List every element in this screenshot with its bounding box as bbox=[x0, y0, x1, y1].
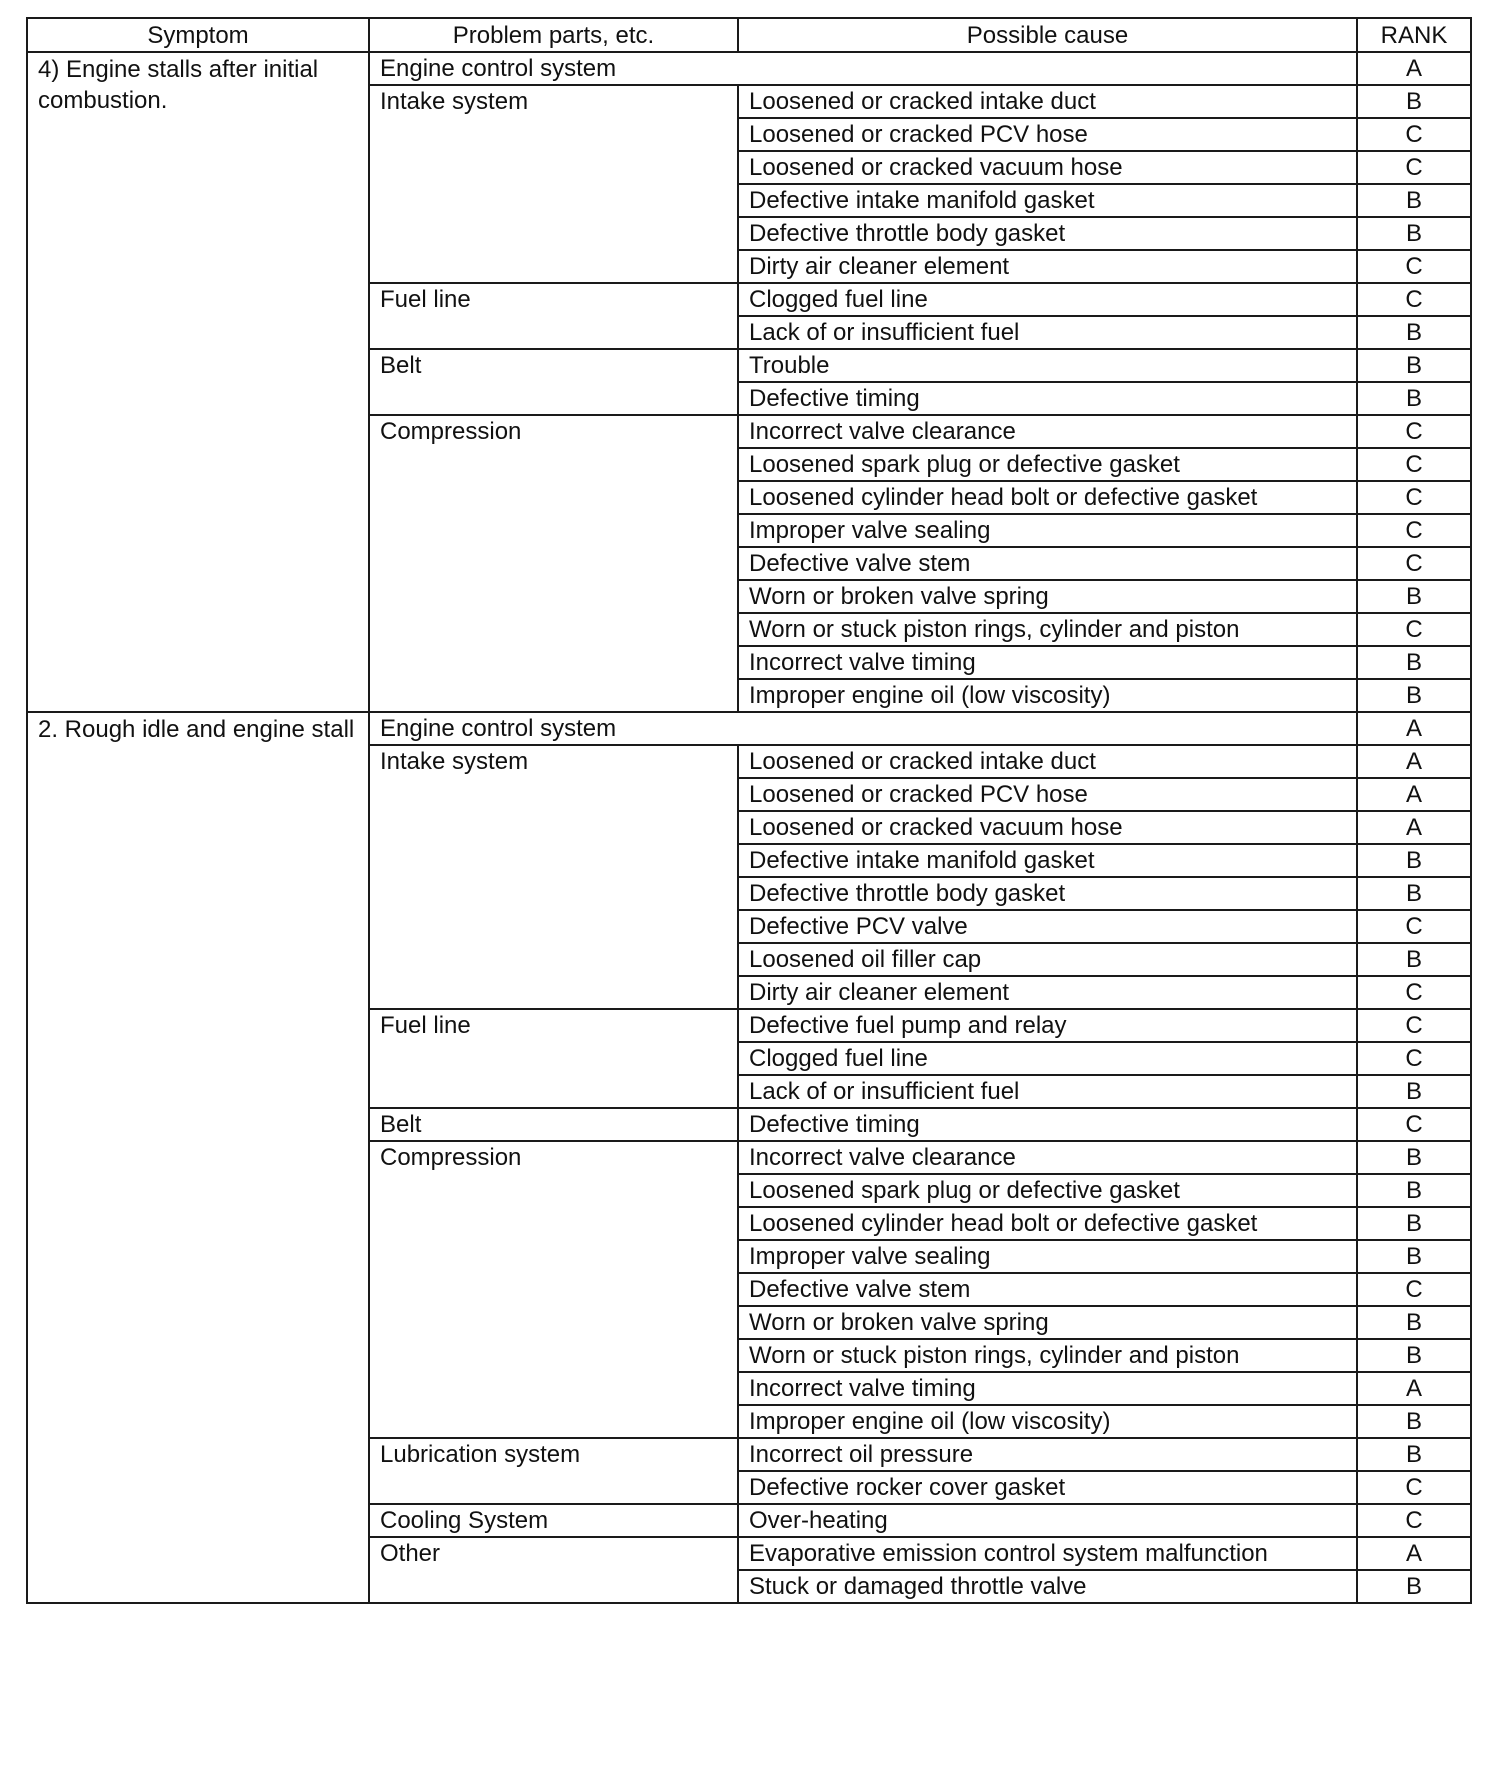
problem-part-cell: Lubrication system bbox=[369, 1438, 738, 1504]
possible-cause-cell: Worn or stuck piston rings, cylinder and piston bbox=[738, 1339, 1357, 1372]
rank-cell: C bbox=[1357, 1108, 1471, 1141]
problem-part-cell: Fuel line bbox=[369, 1009, 738, 1108]
problem-part-cell: Belt bbox=[369, 1108, 738, 1141]
possible-cause-cell: Defective throttle body gasket bbox=[738, 217, 1357, 250]
possible-cause-cell: Defective timing bbox=[738, 382, 1357, 415]
possible-cause-cell: Trouble bbox=[738, 349, 1357, 382]
rank-cell: B bbox=[1357, 1075, 1471, 1108]
possible-cause-cell: Loosened cylinder head bolt or defective gasket bbox=[738, 481, 1357, 514]
rank-cell: B bbox=[1357, 646, 1471, 679]
possible-cause-cell: Incorrect valve timing bbox=[738, 1372, 1357, 1405]
rank-cell: B bbox=[1357, 1141, 1471, 1174]
possible-cause-cell: Clogged fuel line bbox=[738, 1042, 1357, 1075]
problem-part-cell: Cooling System bbox=[369, 1504, 738, 1537]
rank-cell: C bbox=[1357, 547, 1471, 580]
table-row bbox=[27, 712, 1471, 745]
rank-cell: B bbox=[1357, 316, 1471, 349]
possible-cause-cell: Improper engine oil (low viscosity) bbox=[738, 1405, 1357, 1438]
rank-cell: B bbox=[1357, 1570, 1471, 1603]
problem-part-cell: Intake system bbox=[369, 745, 738, 1009]
header-possible-cause: Possible cause bbox=[738, 18, 1357, 52]
possible-cause-cell: Worn or broken valve spring bbox=[738, 1306, 1357, 1339]
possible-cause-cell: Defective fuel pump and relay bbox=[738, 1009, 1357, 1042]
rank-cell: B bbox=[1357, 1207, 1471, 1240]
rank-cell: C bbox=[1357, 250, 1471, 283]
problem-part-cell: Belt bbox=[369, 349, 738, 415]
rank-cell: B bbox=[1357, 1405, 1471, 1438]
rank-cell: C bbox=[1357, 514, 1471, 547]
possible-cause-cell: Loosened or cracked vacuum hose bbox=[738, 151, 1357, 184]
possible-cause-cell: Defective timing bbox=[738, 1108, 1357, 1141]
possible-cause-cell: Loosened cylinder head bolt or defective gasket bbox=[738, 1207, 1357, 1240]
possible-cause-cell: Defective throttle body gasket bbox=[738, 877, 1357, 910]
rank-cell: A bbox=[1357, 52, 1471, 85]
possible-cause-cell: Evaporative emission control system malfunction bbox=[738, 1537, 1357, 1570]
header-problem-parts: Problem parts, etc. bbox=[369, 18, 738, 52]
rank-cell: C bbox=[1357, 118, 1471, 151]
rank-cell: C bbox=[1357, 415, 1471, 448]
possible-cause-cell: Defective intake manifold gasket bbox=[738, 844, 1357, 877]
rank-cell: B bbox=[1357, 85, 1471, 118]
problem-part-cell: Engine control system bbox=[369, 52, 1357, 85]
rank-cell: C bbox=[1357, 910, 1471, 943]
rank-cell: B bbox=[1357, 580, 1471, 613]
problem-part-cell: Other bbox=[369, 1537, 738, 1603]
possible-cause-cell: Loosened or cracked intake duct bbox=[738, 745, 1357, 778]
diagnostic-table bbox=[26, 17, 1472, 1604]
rank-cell: B bbox=[1357, 184, 1471, 217]
rank-cell: C bbox=[1357, 151, 1471, 184]
possible-cause-cell: Incorrect valve clearance bbox=[738, 415, 1357, 448]
possible-cause-cell: Loosened or cracked intake duct bbox=[738, 85, 1357, 118]
rank-cell: C bbox=[1357, 976, 1471, 1009]
rank-cell: B bbox=[1357, 1240, 1471, 1273]
rank-cell: B bbox=[1357, 943, 1471, 976]
possible-cause-cell: Worn or broken valve spring bbox=[738, 580, 1357, 613]
header-rank: RANK bbox=[1357, 18, 1471, 52]
possible-cause-cell: Defective rocker cover gasket bbox=[738, 1471, 1357, 1504]
possible-cause-cell: Loosened spark plug or defective gasket bbox=[738, 448, 1357, 481]
possible-cause-cell: Clogged fuel line bbox=[738, 283, 1357, 316]
rank-cell: C bbox=[1357, 1273, 1471, 1306]
rank-cell: A bbox=[1357, 712, 1471, 745]
header-symptom: Symptom bbox=[27, 18, 369, 52]
rank-cell: C bbox=[1357, 283, 1471, 316]
rank-cell: A bbox=[1357, 1537, 1471, 1570]
rank-cell: A bbox=[1357, 811, 1471, 844]
possible-cause-cell: Incorrect oil pressure bbox=[738, 1438, 1357, 1471]
possible-cause-cell: Lack of or insufficient fuel bbox=[738, 316, 1357, 349]
table-header bbox=[27, 18, 1471, 52]
rank-cell: C bbox=[1357, 1009, 1471, 1042]
possible-cause-cell: Worn or stuck piston rings, cylinder and piston bbox=[738, 613, 1357, 646]
possible-cause-cell: Improper valve sealing bbox=[738, 1240, 1357, 1273]
rank-cell: C bbox=[1357, 1504, 1471, 1537]
possible-cause-cell: Over-heating bbox=[738, 1504, 1357, 1537]
rank-cell: C bbox=[1357, 448, 1471, 481]
possible-cause-cell: Stuck or damaged throttle valve bbox=[738, 1570, 1357, 1603]
rank-cell: C bbox=[1357, 481, 1471, 514]
rank-cell: B bbox=[1357, 1174, 1471, 1207]
possible-cause-cell: Dirty air cleaner element bbox=[738, 976, 1357, 1009]
problem-part-cell: Engine control system bbox=[369, 712, 1357, 745]
possible-cause-cell: Loosened or cracked PCV hose bbox=[738, 778, 1357, 811]
header-row bbox=[27, 18, 1471, 52]
rank-cell: B bbox=[1357, 1339, 1471, 1372]
rank-cell: C bbox=[1357, 1471, 1471, 1504]
rank-cell: A bbox=[1357, 778, 1471, 811]
table-body bbox=[27, 52, 1471, 1603]
rank-cell: B bbox=[1357, 1438, 1471, 1471]
rank-cell: C bbox=[1357, 613, 1471, 646]
rank-cell: B bbox=[1357, 844, 1471, 877]
possible-cause-cell: Defective valve stem bbox=[738, 1273, 1357, 1306]
table-row bbox=[27, 52, 1471, 85]
rank-cell: A bbox=[1357, 1372, 1471, 1405]
problem-part-cell: Compression bbox=[369, 415, 738, 712]
rank-cell: A bbox=[1357, 745, 1471, 778]
possible-cause-cell: Loosened oil filler cap bbox=[738, 943, 1357, 976]
possible-cause-cell: Defective PCV valve bbox=[738, 910, 1357, 943]
symptom-cell: 4) Engine stalls after initial combustion. bbox=[27, 52, 369, 712]
possible-cause-cell: Loosened or cracked vacuum hose bbox=[738, 811, 1357, 844]
rank-cell: B bbox=[1357, 217, 1471, 250]
rank-cell: C bbox=[1357, 1042, 1471, 1075]
possible-cause-cell: Improper engine oil (low viscosity) bbox=[738, 679, 1357, 712]
possible-cause-cell: Defective valve stem bbox=[738, 547, 1357, 580]
possible-cause-cell: Incorrect valve clearance bbox=[738, 1141, 1357, 1174]
rank-cell: B bbox=[1357, 1306, 1471, 1339]
possible-cause-cell: Loosened or cracked PCV hose bbox=[738, 118, 1357, 151]
rank-cell: B bbox=[1357, 382, 1471, 415]
problem-part-cell: Fuel line bbox=[369, 283, 738, 349]
symptom-cell: 2. Rough idle and engine stall bbox=[27, 712, 369, 1603]
rank-cell: B bbox=[1357, 349, 1471, 382]
possible-cause-cell: Defective intake manifold gasket bbox=[738, 184, 1357, 217]
possible-cause-cell: Improper valve sealing bbox=[738, 514, 1357, 547]
rank-cell: B bbox=[1357, 877, 1471, 910]
possible-cause-cell: Loosened spark plug or defective gasket bbox=[738, 1174, 1357, 1207]
rank-cell: B bbox=[1357, 679, 1471, 712]
possible-cause-cell: Incorrect valve timing bbox=[738, 646, 1357, 679]
problem-part-cell: Intake system bbox=[369, 85, 738, 283]
possible-cause-cell: Lack of or insufficient fuel bbox=[738, 1075, 1357, 1108]
problem-part-cell: Compression bbox=[369, 1141, 738, 1438]
possible-cause-cell: Dirty air cleaner element bbox=[738, 250, 1357, 283]
